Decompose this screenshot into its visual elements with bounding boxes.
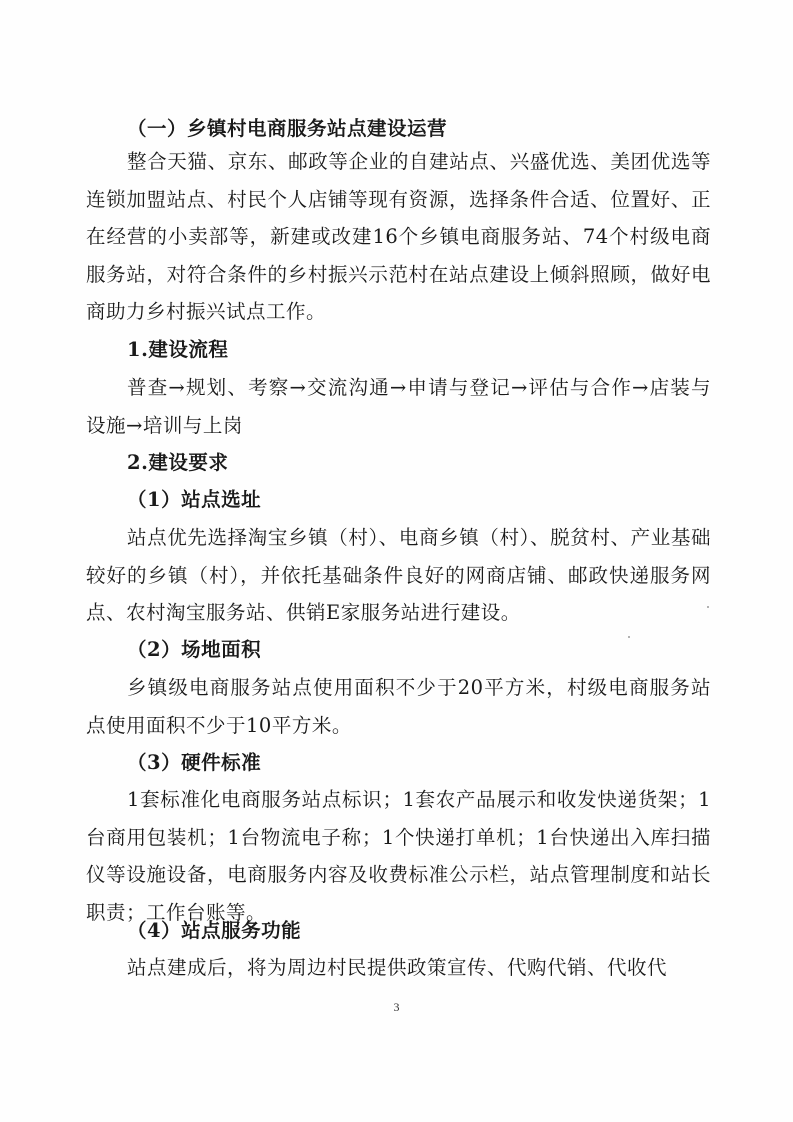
site-selection-paragraph: 站点优先选择淘宝乡镇（村）、电商乡镇（村）、脱贫村、产业基础较好的乡镇（村），并依托基础条件良好的网商店铺、邮政快递服务网点、农村淘宝服务站、供销E家服务站进行建设。 <box>86 526 711 624</box>
hardware-standard-paragraph: 1套标准化电商服务站点标识；1套农产品展示和收发快递货架；1台商用包装机；1台物流电子称；1个快递打单机；1台快递出入库扫描仪等设施设备，电商服务内容及收费标准公示栏，站点管理制度和站长职责；工作台账等。 <box>86 788 711 924</box>
scan-speck <box>628 636 630 638</box>
intro-paragraph: 整合天猫、京东、邮政等企业的自建站点、兴盛优选、美团优选等连锁加盟站点、村民个人店铺等现有资源，选择条件合适、位置好、正在经营的小卖部等，新建或改建16个乡镇电商服务站、74个村级电商服务站，对符合条件的乡村振兴示范村在站点建设上倾斜照顾，做好电商助力乡村振兴试点工作。 <box>86 150 711 323</box>
flow-heading: 1.建设流程 <box>127 338 229 361</box>
flow-paragraph: 普查→规划、考察→交流沟通→申请与登记→评估与合作→店装与设施→培训与上岗 <box>86 376 711 437</box>
section-heading: （一）乡镇村电商服务站点建设运营 <box>127 117 448 140</box>
service-function-paragraph: 站点建成后，将为周边村民提供政策宣传、代购代销、代收代 <box>127 956 668 979</box>
requirements-heading: 2.建设要求 <box>127 451 229 474</box>
hardware-standard-heading: （3）硬件标准 <box>127 751 262 774</box>
page-number: 3 <box>393 1000 400 1014</box>
service-function-heading: （4）站点服务功能 <box>127 919 302 942</box>
scan-speck <box>707 606 709 608</box>
site-selection-heading: （1）站点选址 <box>127 488 262 511</box>
site-area-paragraph: 乡镇级电商服务站点使用面积不少于20平方米，村级电商服务站点使用面积不少于10平方米。 <box>86 676 711 737</box>
site-area-heading: （2）场地面积 <box>127 638 262 661</box>
